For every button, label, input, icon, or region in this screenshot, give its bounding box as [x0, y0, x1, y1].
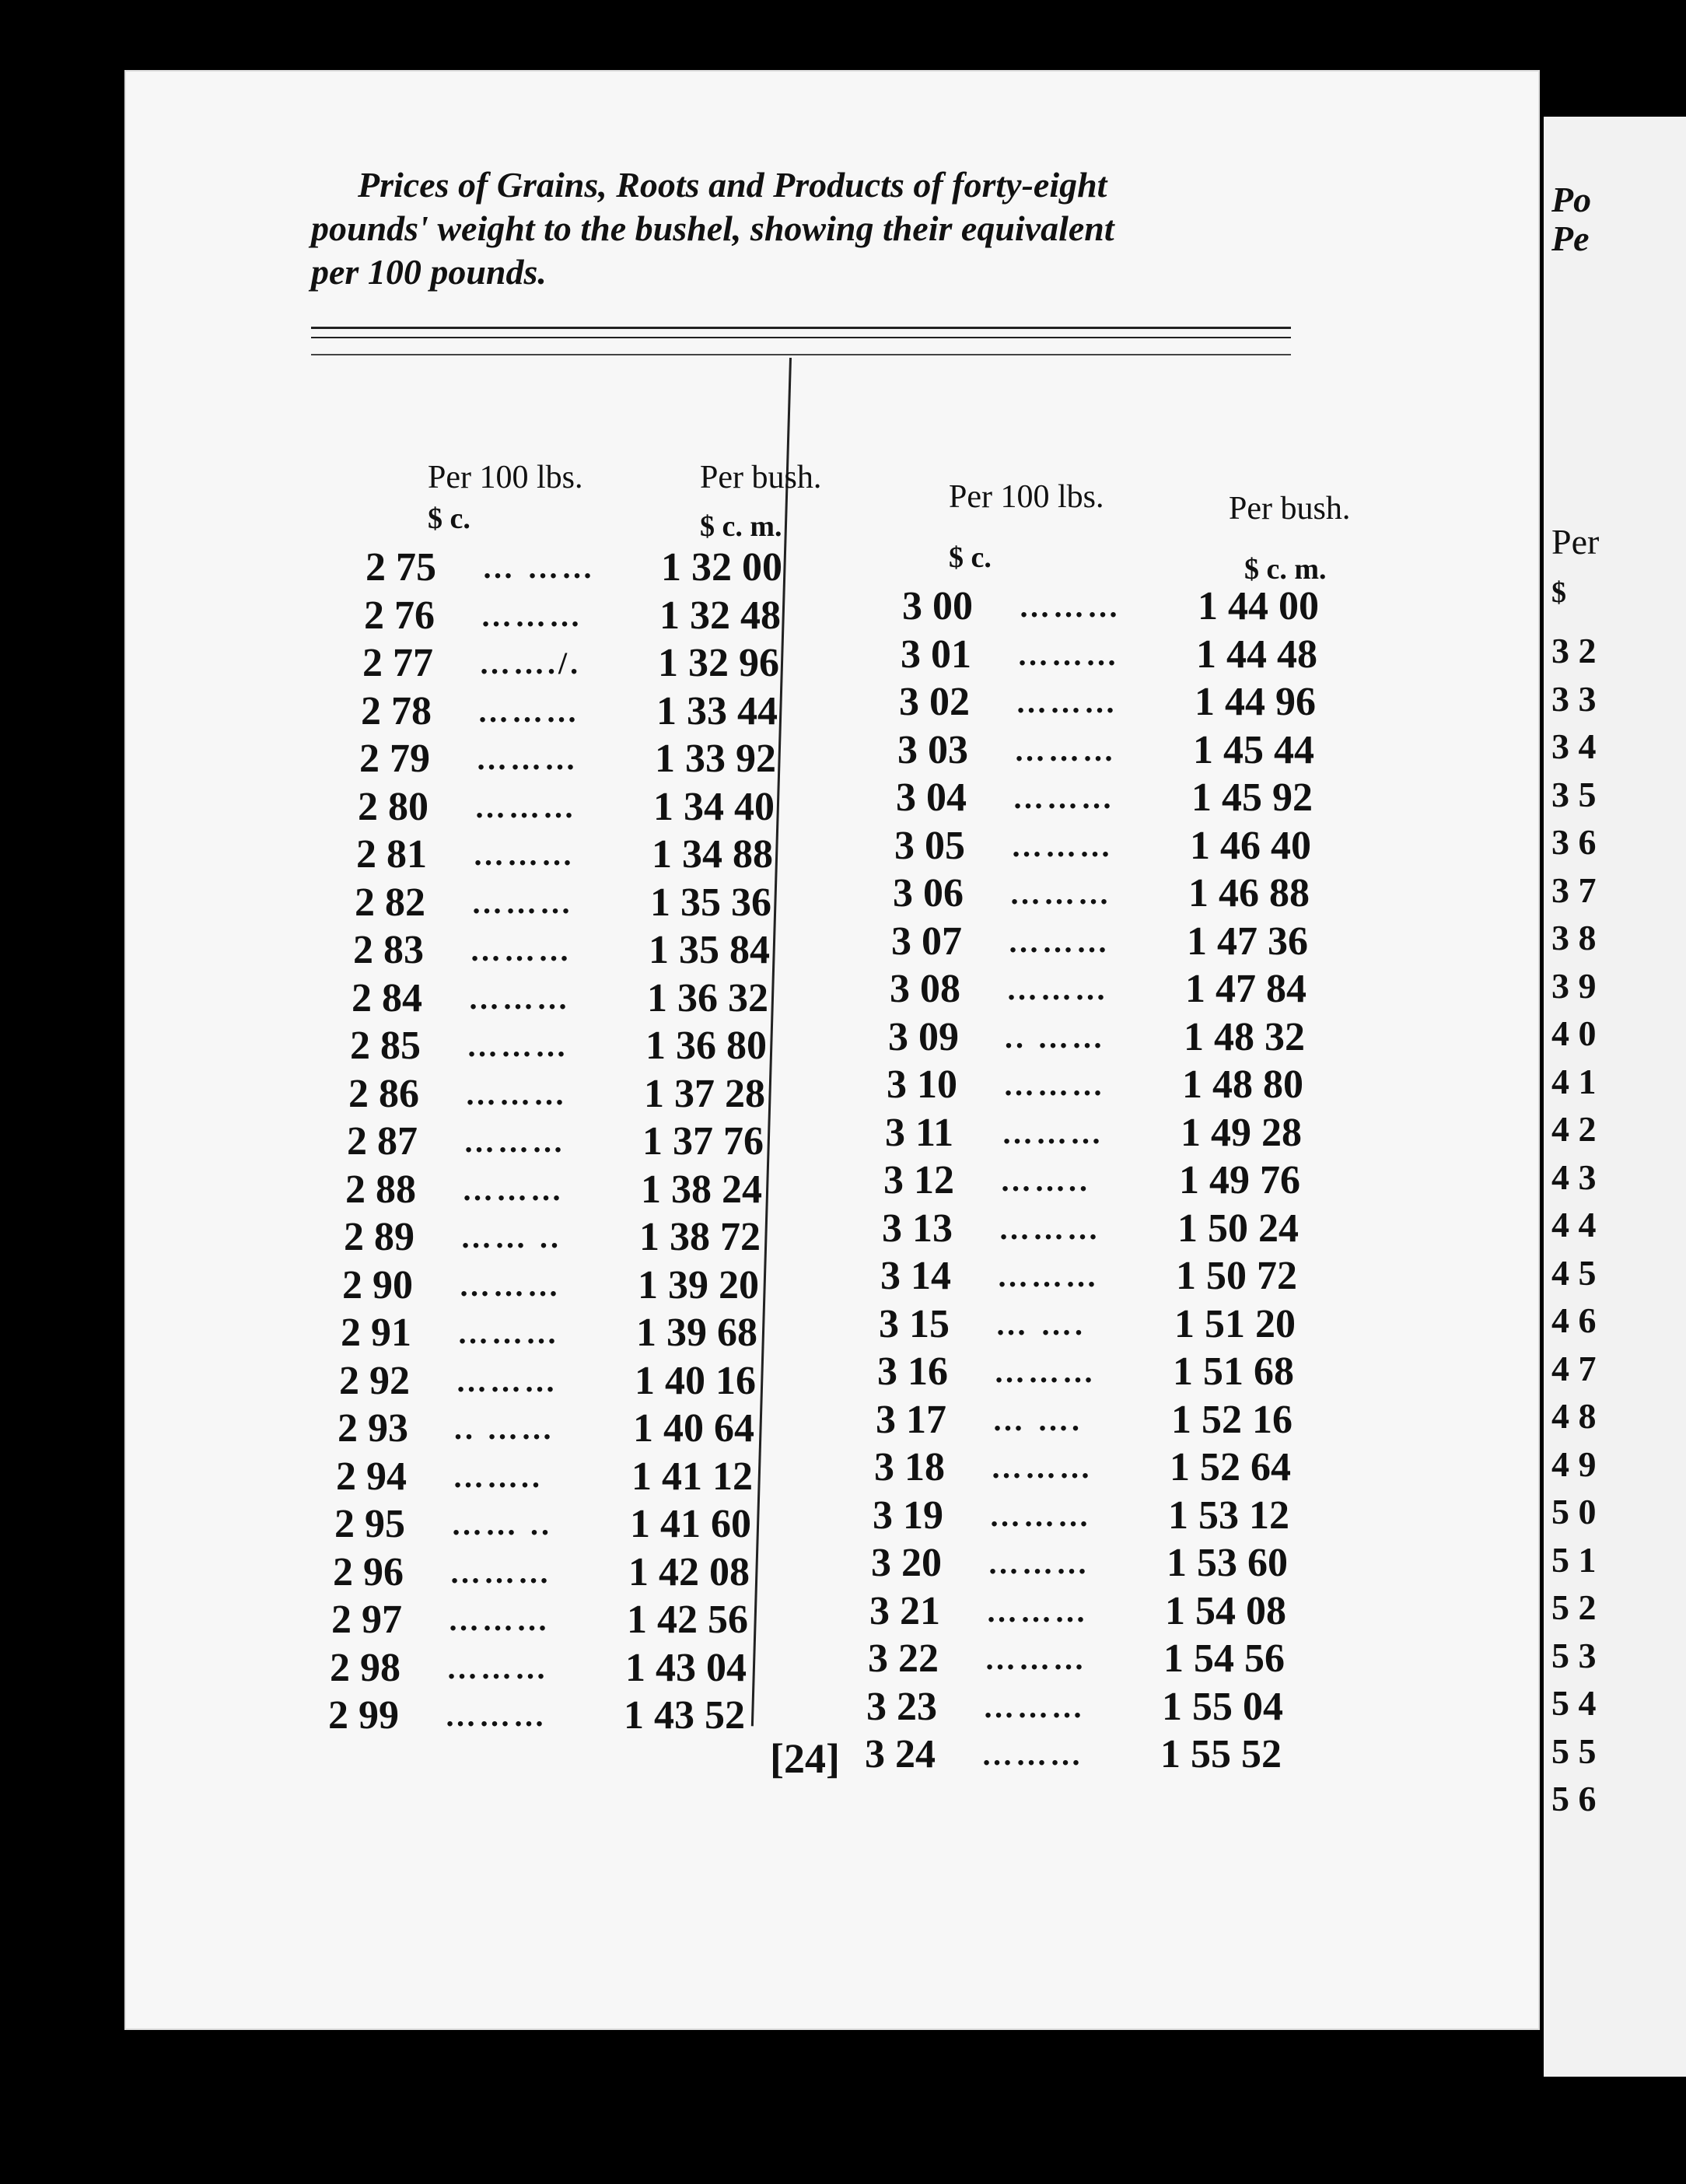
- leader-dots: ………: [1019, 589, 1121, 624]
- price-per-bushel: 1 50 24: [1177, 1206, 1299, 1251]
- heading-single-rule: [311, 354, 1291, 355]
- adjacent-row-fragment: 3 2: [1551, 631, 1597, 670]
- adjacent-row-fragment: 3 7: [1551, 870, 1597, 910]
- price-per-100lbs: 2 76: [364, 593, 435, 638]
- price-per-100lbs: 3 08: [890, 967, 960, 1011]
- heading-line-2: pounds' weight to the bushel, showing their equivalent: [311, 208, 1114, 249]
- price-per-100lbs: 2 95: [334, 1502, 405, 1546]
- price-per-100lbs: 3 13: [882, 1206, 953, 1251]
- price-per-bushel: 1 53 60: [1167, 1541, 1288, 1585]
- heading-double-rule: [311, 327, 1291, 338]
- adjacent-header: Per: [1551, 522, 1600, 562]
- price-per-100lbs: 3 11: [885, 1110, 954, 1155]
- leader-dots: ………: [471, 884, 574, 920]
- price-per-bushel: 1 34 40: [653, 784, 775, 829]
- price-per-100lbs: 2 83: [353, 928, 424, 972]
- price-per-bushel: 1 50 72: [1176, 1254, 1297, 1298]
- left-sub-per100: $ c.: [428, 502, 470, 535]
- price-per-bushel: 1 55 04: [1162, 1684, 1283, 1729]
- price-per-100lbs: 2 90: [342, 1262, 413, 1307]
- leader-dots: ………: [1006, 971, 1109, 1006]
- adjacent-row-fragment: 5 6: [1551, 1779, 1597, 1818]
- price-per-bushel: 1 53 12: [1168, 1493, 1289, 1538]
- leader-dots: ………: [1016, 684, 1118, 719]
- leader-dots: ………: [467, 1028, 569, 1063]
- price-per-bushel: 1 40 16: [635, 1358, 756, 1403]
- leader-dots: ………: [1003, 1067, 1106, 1102]
- leader-dots: ……..: [1000, 1163, 1090, 1198]
- heading-line-3: per 100 pounds.: [311, 252, 547, 292]
- adjacent-row-fragment: 5 2: [1551, 1587, 1597, 1627]
- price-per-100lbs: 3 16: [877, 1349, 948, 1394]
- price-per-bushel: 1 37 76: [642, 1119, 764, 1164]
- price-per-bushel: 1 39 20: [638, 1262, 759, 1307]
- price-per-bushel: 1 34 88: [652, 832, 773, 877]
- price-per-100lbs: 2 80: [358, 784, 428, 829]
- leader-dots: ………: [445, 1698, 547, 1733]
- price-per-bushel: 1 39 68: [636, 1311, 757, 1355]
- price-per-bushel: 1 38 24: [641, 1167, 762, 1212]
- leader-dots: ………: [991, 1450, 1093, 1485]
- leader-dots: … ….: [995, 1306, 1086, 1342]
- price-per-bushel: 1 35 84: [649, 928, 770, 972]
- price-per-100lbs: 3 17: [876, 1397, 946, 1442]
- price-per-bushel: 1 33 92: [655, 737, 776, 781]
- price-per-100lbs: 3 21: [869, 1588, 940, 1633]
- adjacent-row-fragment: 4 7: [1551, 1348, 1597, 1388]
- price-per-bushel: 1 46 88: [1188, 871, 1310, 915]
- price-per-100lbs: 3 09: [888, 1014, 959, 1059]
- price-per-bushel: 1 41 12: [631, 1454, 753, 1499]
- leader-dots: ………: [1002, 1115, 1104, 1150]
- price-per-bushel: 1 36 80: [645, 1024, 767, 1068]
- price-per-bushel: 1 38 72: [639, 1215, 761, 1259]
- price-per-100lbs: 3 23: [866, 1684, 937, 1729]
- leader-dots: ………: [1017, 636, 1120, 672]
- adjacent-row-fragment: 5 4: [1551, 1683, 1597, 1723]
- adjacent-subheader: $: [1551, 576, 1566, 609]
- price-per-100lbs: 3 22: [868, 1636, 939, 1681]
- price-per-bushel: 1 40 64: [633, 1406, 754, 1451]
- adjacent-row-fragment: 3 3: [1551, 678, 1597, 719]
- price-per-bushel: 1 32 00: [661, 545, 782, 590]
- leader-dots: ……./.: [479, 646, 582, 681]
- leader-dots: ………: [994, 1354, 1097, 1389]
- price-per-bushel: 1 35 36: [650, 880, 771, 925]
- price-per-100lbs: 2 86: [348, 1071, 419, 1116]
- leader-dots: ……..: [453, 1458, 543, 1494]
- adjacent-row-fragment: 5 3: [1551, 1635, 1597, 1675]
- leader-dots: ………: [988, 1545, 1090, 1580]
- price-per-100lbs: 3 12: [883, 1158, 954, 1202]
- price-per-100lbs: 2 77: [362, 641, 433, 685]
- price-per-bushel: 1 46 40: [1190, 823, 1311, 868]
- adjacent-row-fragment: 3 6: [1551, 822, 1597, 862]
- leader-dots: ………: [985, 1641, 1087, 1676]
- leader-dots: ………: [459, 1267, 561, 1303]
- leader-dots: ………: [456, 1363, 558, 1398]
- leader-dots: … ….: [992, 1402, 1083, 1437]
- price-per-bushel: 1 45 92: [1191, 775, 1313, 820]
- leader-dots: ………: [473, 837, 575, 872]
- leader-dots: ………: [470, 933, 572, 968]
- price-per-100lbs: 3 06: [893, 871, 964, 915]
- adjacent-row-fragment: 5 5: [1551, 1731, 1597, 1771]
- leader-dots: ………: [481, 597, 583, 633]
- adjacent-heading-line3: Pe: [1551, 219, 1590, 258]
- page-number: [24]: [770, 1735, 840, 1782]
- adjacent-row-fragment: 4 1: [1551, 1061, 1597, 1101]
- price-per-bushel: 1 52 64: [1170, 1445, 1291, 1489]
- leader-dots: ………: [449, 1554, 552, 1590]
- adjacent-row-fragment: 3 4: [1551, 726, 1597, 766]
- price-per-bushel: 1 47 36: [1187, 919, 1308, 964]
- price-per-100lbs: 2 79: [359, 737, 430, 781]
- leader-dots: ………: [465, 1076, 568, 1111]
- leader-dots: ………: [1014, 732, 1117, 768]
- adjacent-row-fragment: 4 4: [1551, 1205, 1597, 1244]
- price-per-100lbs: 3 10: [887, 1062, 957, 1107]
- leader-dots: ………: [463, 1124, 566, 1159]
- adjacent-heading-line2: Po: [1551, 180, 1592, 219]
- left-header-per100: Per 100 lbs.: [428, 460, 583, 495]
- price-per-bushel: 1 41 60: [630, 1502, 751, 1546]
- leader-dots: ………: [983, 1689, 1086, 1724]
- price-per-bushel: 1 54 08: [1165, 1588, 1286, 1633]
- price-per-100lbs: 2 81: [356, 832, 427, 877]
- price-per-bushel: 1 44 48: [1196, 632, 1317, 677]
- leader-dots: …… ..: [451, 1507, 552, 1542]
- price-per-100lbs: 3 04: [896, 775, 967, 820]
- adjacent-row-fragment: 4 3: [1551, 1157, 1597, 1197]
- right-header-perbush: Per bush.: [1229, 491, 1351, 527]
- price-per-100lbs: 2 75: [366, 545, 436, 590]
- leader-dots: ………: [476, 741, 579, 776]
- adjacent-row-fragment: 3 8: [1551, 918, 1597, 957]
- page-heading: [311, 163, 1322, 294]
- price-per-bushel: 1 51 20: [1174, 1301, 1296, 1346]
- leader-dots: .. ……: [454, 1411, 555, 1446]
- price-per-100lbs: 3 00: [902, 584, 973, 628]
- leader-dots: ………: [981, 1737, 1084, 1772]
- price-per-bushel: 1 36 32: [647, 975, 768, 1020]
- price-per-100lbs: 2 88: [345, 1167, 416, 1212]
- price-per-bushel: 1 48 32: [1184, 1014, 1305, 1059]
- right-sub-per100: $ c.: [949, 541, 992, 574]
- price-per-100lbs: 3 03: [897, 727, 968, 772]
- price-per-bushel: 1 51 68: [1173, 1349, 1294, 1394]
- right-header-per100: Per 100 lbs.: [949, 479, 1104, 515]
- price-per-100lbs: 2 96: [333, 1549, 404, 1594]
- leader-dots: ………: [999, 1210, 1101, 1246]
- price-per-100lbs: 2 85: [350, 1024, 421, 1068]
- price-per-bushel: 1 42 08: [628, 1549, 750, 1594]
- price-per-bushel: 1 49 28: [1181, 1110, 1302, 1155]
- heading-line-1: Prices of Grains, Roots and Products of forty-eight: [358, 165, 1107, 205]
- price-per-bushel: 1 54 56: [1163, 1636, 1285, 1681]
- price-per-100lbs: 3 15: [879, 1301, 950, 1346]
- left-sub-perbush: $ c. m.: [700, 510, 782, 543]
- leader-dots: ………: [448, 1602, 551, 1637]
- adjacent-row-fragment: 4 2: [1551, 1109, 1597, 1149]
- price-per-100lbs: 2 92: [339, 1358, 410, 1403]
- price-per-100lbs: 3 01: [901, 632, 971, 677]
- leader-dots: ………: [468, 980, 571, 1016]
- leader-dots: ………: [457, 1315, 560, 1350]
- price-per-bushel: 1 43 52: [624, 1693, 745, 1738]
- price-per-bushel: 1 32 96: [658, 641, 779, 685]
- price-per-bushel: 1 32 48: [659, 593, 781, 638]
- adjacent-row-fragment: 3 9: [1551, 965, 1597, 1006]
- left-header-perbush: Per bush.: [700, 460, 822, 495]
- price-per-100lbs: 3 18: [874, 1445, 945, 1489]
- leader-dots: ………: [1011, 828, 1114, 863]
- price-per-bushel: 1 42 56: [627, 1598, 748, 1642]
- price-per-100lbs: 2 94: [336, 1454, 407, 1499]
- price-per-100lbs: 3 07: [891, 919, 962, 964]
- price-per-100lbs: 2 91: [341, 1311, 411, 1355]
- price-per-100lbs: 2 87: [347, 1119, 418, 1164]
- price-per-100lbs: 2 98: [330, 1645, 401, 1690]
- adjacent-row-fragment: 4 9: [1551, 1444, 1597, 1484]
- adjacent-row-fragment: 3 5: [1551, 774, 1597, 814]
- right-sub-perbush: $ c. m.: [1244, 553, 1327, 586]
- price-per-bushel: 1 44 00: [1198, 584, 1319, 628]
- price-per-bushel: 1 33 44: [656, 688, 778, 733]
- leader-dots: … ……: [482, 550, 596, 585]
- price-per-bushel: 1 45 44: [1193, 727, 1314, 772]
- leader-dots: ………: [989, 1497, 1092, 1533]
- price-per-100lbs: 2 84: [352, 975, 422, 1020]
- price-per-100lbs: 3 05: [894, 823, 965, 868]
- price-per-100lbs: 3 24: [865, 1732, 936, 1776]
- price-per-100lbs: 3 14: [880, 1254, 951, 1298]
- leader-dots: ………: [474, 789, 577, 824]
- leader-dots: ………: [1013, 780, 1115, 815]
- price-per-bushel: 1 49 76: [1179, 1158, 1300, 1202]
- leader-dots: .. ……: [1005, 1019, 1106, 1055]
- price-per-bushel: 1 55 52: [1160, 1732, 1282, 1776]
- price-per-100lbs: 2 78: [361, 688, 432, 733]
- leader-dots: ………: [997, 1258, 1100, 1293]
- price-per-bushel: 1 48 80: [1182, 1062, 1303, 1107]
- leader-dots: ………: [986, 1593, 1089, 1629]
- adjacent-page-edge: [1544, 117, 1686, 2077]
- price-per-100lbs: 2 99: [328, 1693, 399, 1738]
- adjacent-row-fragment: 4 6: [1551, 1300, 1597, 1340]
- leader-dots: ………: [462, 1171, 565, 1207]
- price-per-bushel: 1 43 04: [625, 1645, 747, 1690]
- price-per-100lbs: 3 19: [873, 1493, 943, 1538]
- price-per-100lbs: 2 97: [331, 1598, 402, 1642]
- price-per-100lbs: 3 02: [899, 680, 970, 724]
- price-per-bushel: 1 44 96: [1195, 680, 1316, 724]
- adjacent-row-fragment: 5 0: [1551, 1492, 1597, 1531]
- leader-dots: ………: [477, 693, 580, 729]
- leader-dots: ………: [446, 1650, 549, 1685]
- adjacent-row-fragment: 4 5: [1551, 1252, 1597, 1293]
- price-per-100lbs: 2 82: [355, 880, 425, 925]
- price-per-bushel: 1 52 16: [1171, 1397, 1292, 1442]
- price-per-100lbs: 2 93: [338, 1406, 408, 1451]
- leader-dots: ………: [1008, 923, 1111, 959]
- leader-dots: …… ..: [460, 1220, 561, 1255]
- adjacent-row-fragment: 4 0: [1551, 1013, 1597, 1053]
- leader-dots: ………: [1009, 876, 1112, 911]
- price-per-100lbs: 3 20: [871, 1541, 942, 1585]
- price-per-bushel: 1 47 84: [1185, 967, 1306, 1011]
- adjacent-row-fragment: 5 1: [1551, 1539, 1597, 1580]
- price-per-100lbs: 2 89: [344, 1215, 415, 1259]
- adjacent-row-fragment: 4 8: [1551, 1396, 1597, 1436]
- price-per-bushel: 1 37 28: [644, 1071, 765, 1116]
